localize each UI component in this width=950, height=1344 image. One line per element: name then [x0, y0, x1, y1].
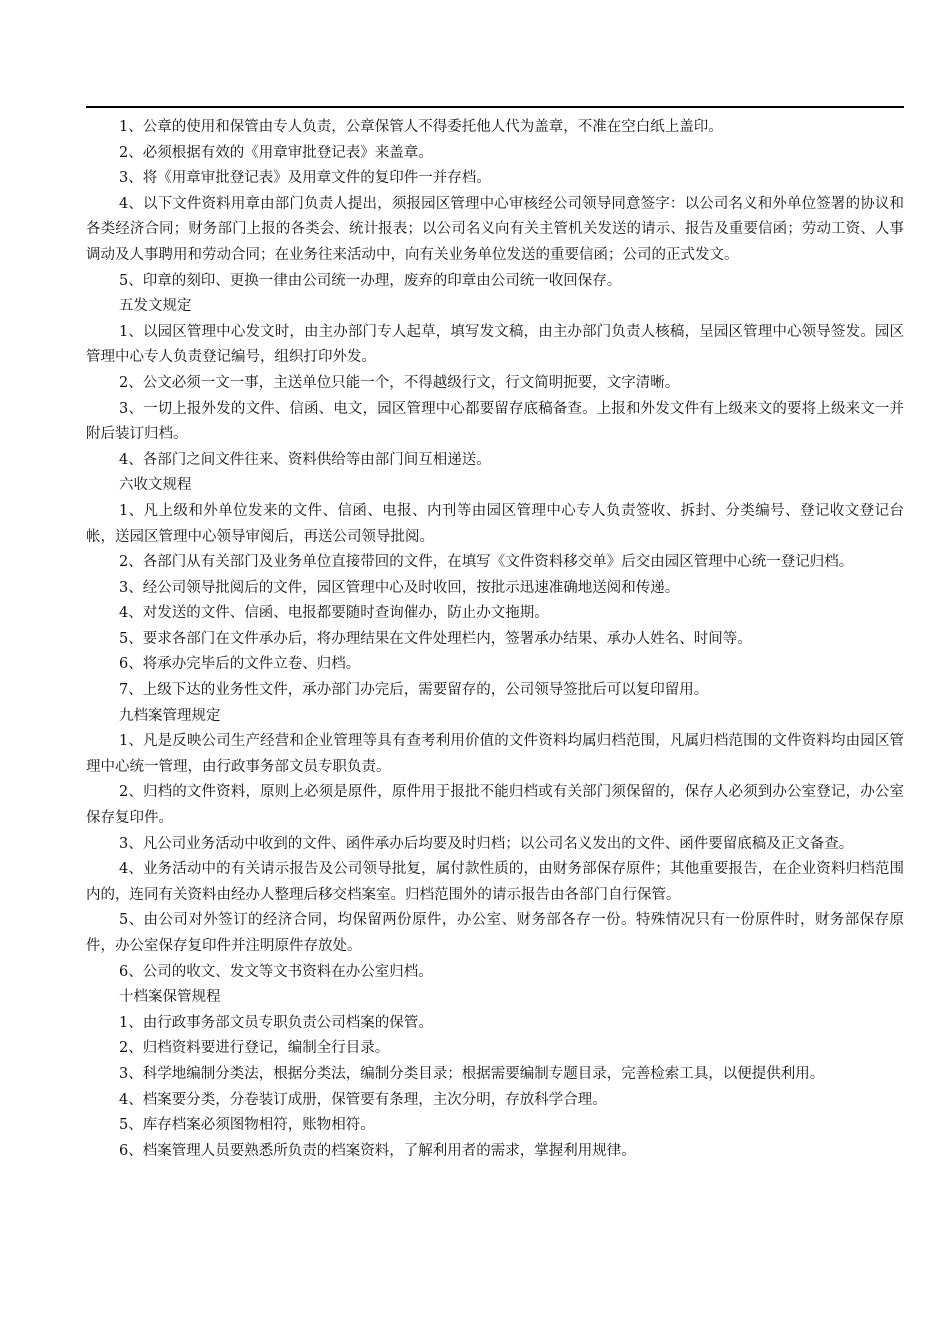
paragraph: 3、科学地编制分类法，根据分类法，编制分类目录；根据需要编制专题目录，完善检索工具，以便提供利用。	[119, 1065, 825, 1082]
paragraph: 5、库存档案必须图物相符，账物相符。	[119, 1117, 375, 1134]
paragraph: 6、档案管理人员要熟悉所负责的档案资料，了解利用者的需求，掌握利用规律。	[119, 1142, 636, 1159]
paragraph: 4、对发送的文件、信函、电报都要随时查询催办，防止办文拖期。	[119, 605, 549, 622]
section-heading: 五发文规定	[119, 298, 192, 315]
paragraph: 1、凡上级和外单位发来的文件、信函、电报、内刊等由园区管理中心专人负责签收、拆封、分类编号、登记收文登记台帐，送园区管理中心领导审阅后，再送公司领导批阅。	[86, 502, 904, 545]
paragraph: 2、归档的文件资料，原则上必须是原件，原件用于报批不能归档或有关部门须保留的，保存人必须到办公室登记，办公室保存复印件。	[86, 784, 904, 827]
paragraph: 7、上级下达的业务性文件，承办部门办完后，需要留存的，公司领导签批后可以复印留用。	[119, 682, 709, 699]
paragraph: 3、一切上报外发的文件、信函、电文，园区管理中心都要留存底稿备查。上报和外发文件有上级来文的要将上级来文一并附后装订归档。	[86, 400, 904, 443]
document-body	[86, 115, 904, 1164]
paragraph: 4、各部门之间文件往来、资料供给等由部门间互相递送。	[119, 451, 491, 468]
paragraph: 3、将《用章审批登记表》及用章文件的复印件一并存档。	[119, 170, 491, 187]
section-heading: 十档案保管规程	[119, 989, 221, 1006]
paragraph: 1、公章的使用和保管由专人负责，公章保管人不得委托他人代为盖章，不准在空白纸上盖印。	[119, 119, 723, 135]
paragraph: 4、以下文件资料用章由部门负责人提出，须报园区管理中心审核经公司领导同意签字：以公司名义和外单位签署的协议和各类经济合同；财务部门上报的各类会、统计报表；以公司名义向有关主管机关发送的请示、报告及重要信函；劳动工资、人事调动及人事聘用和劳动合同；在业务往来活动中，向有关业务单位发送的重要信函；公司的正式发文。	[86, 195, 904, 263]
paragraph: 5、由公司对外签订的经济合同，均保留两份原件，办公室、财务部各存一份。特殊情况只有一份原件时，财务部保存原件，办公室保存复印件并注明原件存放处。	[86, 912, 904, 954]
paragraph: 6、公司的收文、发文等文书资料在办公室归档。	[119, 963, 433, 980]
paragraph: 1、以园区管理中心发文时，由主办部门专人起草，填写发文稿，由主办部门负责人核稿，呈园区管理中心领导签发。园区管理中心专人负责登记编号，组织打印外发。	[86, 323, 904, 366]
paragraph: 2、必须根据有效的《用章审批登记表》来盖章。	[119, 144, 433, 161]
paragraph: 2、各部门从有关部门及业务单位直接带回的文件，在填写《文件资料移交单》后交由园区管理中心统一登记归档。	[119, 554, 854, 571]
header-rule	[86, 106, 904, 108]
section-heading: 六收文规程	[119, 477, 192, 494]
paragraph: 4、档案要分类，分卷装订成册，保管要有条理，主次分明，存放科学合理。	[119, 1091, 607, 1108]
paragraph: 4、业务活动中的有关请示报告及公司领导批复，属付款性质的，由财务部保存原件；其他重要报告，在企业资料归档范围内的，连同有关资料由经办人整理后移交档案室。归档范围外的请示报告由各部门自行保管。	[86, 861, 904, 903]
paragraph: 2、归档资料要进行登记，编制全行目录。	[119, 1040, 390, 1057]
paragraph: 2、公文必须一文一事，主送单位只能一个，不得越级行文，行文简明扼要，文字清晰。	[119, 374, 680, 391]
paragraph: 5、要求各部门在文件承办后，将办理结果在文件处理栏内，签署承办结果、承办人姓名、时间等。	[119, 630, 752, 647]
section-heading: 九档案管理规定	[119, 707, 221, 724]
paragraph: 3、凡公司业务活动中收到的文件、函件承办后均要及时归档；以公司名义发出的文件、函件要留底稿及正文备查。	[119, 835, 854, 852]
paragraph: 6、将承办完毕后的文件立卷、归档。	[119, 656, 361, 673]
paragraph: 1、由行政事务部文员专职负责公司档案的保管。	[119, 1014, 433, 1031]
paragraph: 3、经公司领导批阅后的文件，园区管理中心及时收回，按批示迅速准确地送阅和传递。	[119, 579, 680, 596]
paragraph: 1、凡是反映公司生产经营和企业管理等具有查考利用价值的文件资料均属归档范围，凡属归档范围的文件资料均由园区管理中心统一管理，由行政事务部文员专职负责。	[86, 733, 904, 775]
paragraph: 5、印章的刻印、更换一律由公司统一办理，废弃的印章由公司统一收回保存。	[119, 272, 622, 289]
